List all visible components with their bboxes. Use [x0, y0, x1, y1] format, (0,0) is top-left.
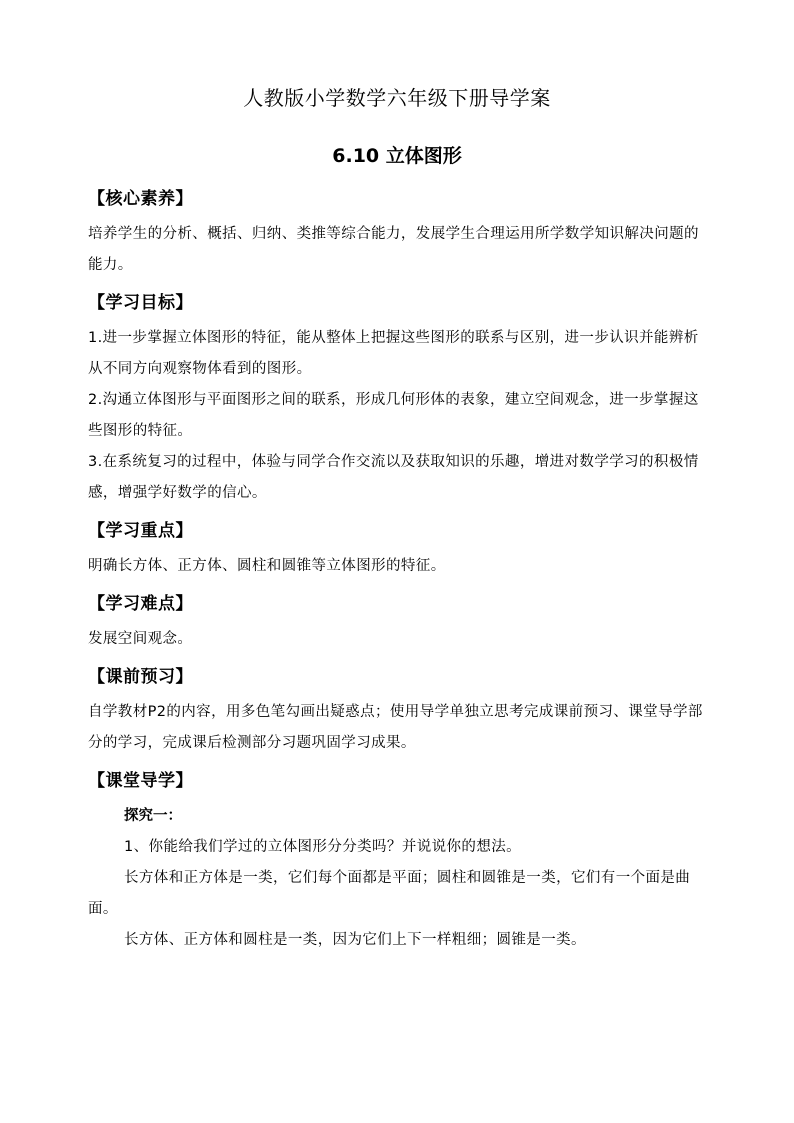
section-heading-preview: 【课前预习】	[88, 667, 193, 687]
goal-item-3: 3.在系统复习的过程中，体验与同学合作交流以及获取知识的乐趣，增进对数学学习的积极情感，增强学好数学的信心。	[88, 454, 699, 501]
explore-label: 探究一：	[124, 808, 182, 824]
section-heading-difficult: 【学习难点】	[88, 594, 193, 614]
section-heading-core: 【核心素养】	[88, 189, 193, 209]
section-heading-class: 【课堂导学】	[88, 771, 193, 791]
lesson-title: 6.10 立体图形	[332, 145, 462, 167]
explore-answer-2: 长方体、正方体和圆柱是一类，因为它们上下一样粗细；圆锥是一类。	[124, 932, 586, 948]
explore-question: 1、你能给我们学过的立体图形分分类吗？并说说你的想法。	[124, 839, 522, 855]
difficult-point-text: 发展空间观念。	[88, 631, 193, 647]
explore-answer-1: 长方体和正方体是一类，它们每个面都是平面；圆柱和圆锥是一类，它们有一个面是曲面。	[88, 870, 691, 917]
section-heading-goals: 【学习目标】	[88, 293, 193, 313]
document-title: 人教版小学数学六年级下册导学案	[243, 86, 551, 110]
goal-item-2: 2.沟通立体图形与平面图形之间的联系，形成几何形体的表象，建立空间观念，进一步掌握这些图形的特征。	[88, 392, 699, 439]
preview-text: 自学教材P2的内容，用多色笔勾画出疑惑点；使用导学单独立思考完成课前预习、课堂导学部分的学习，完成课后检测部分习题巩固学习成果。	[88, 704, 703, 751]
section-heading-key: 【学习重点】	[88, 521, 193, 541]
goal-item-1: 1.进一步掌握立体图形的特征，能从整体上把握这些图形的联系与区别，进一步认识并能辨析从不同方向观察物体看到的图形。	[88, 330, 699, 377]
core-literacy-text: 培养学生的分析、概括、归纳、类推等综合能力，发展学生合理运用所学数学知识解决问题的能力。	[88, 226, 699, 273]
document-body	[88, 185, 704, 956]
key-point-text: 明确长方体、正方体、圆柱和圆锥等立体图形的特征。	[88, 558, 446, 574]
